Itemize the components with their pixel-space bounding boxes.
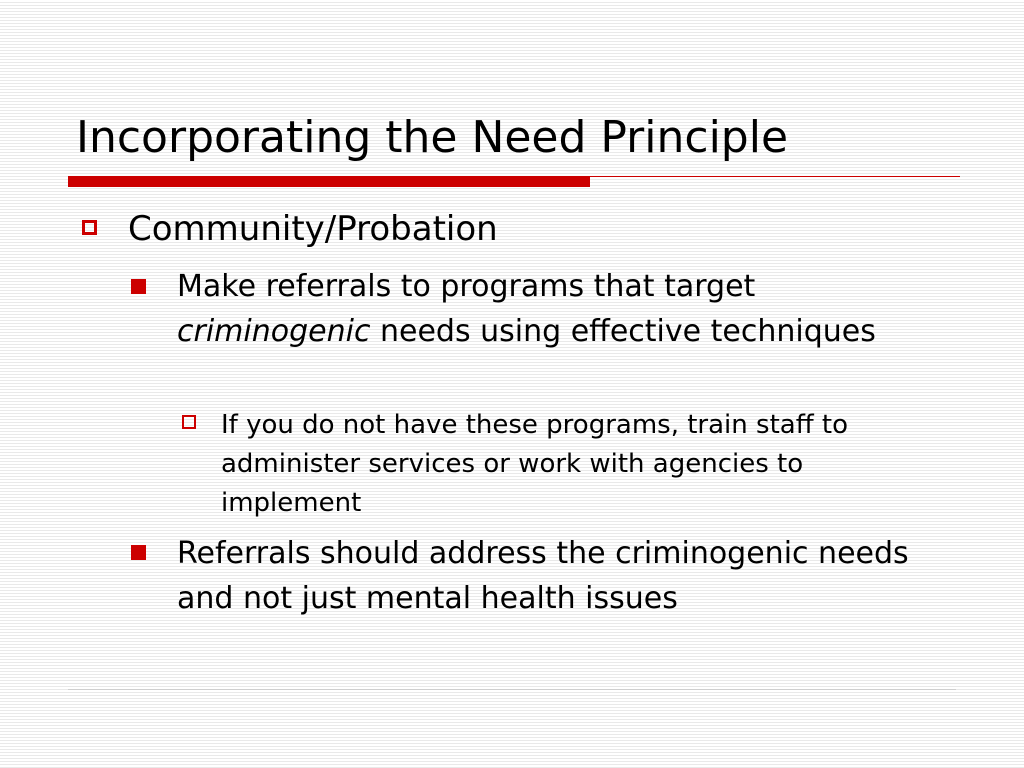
- solid-square-bullet-icon: [131, 545, 146, 560]
- footer-divider: [68, 689, 956, 690]
- bullet-referrals-address: Referrals should address the criminogenic needs and not just mental health issues: [177, 536, 909, 616]
- bullet-text: needs using effective techniques: [379, 314, 876, 349]
- title-underline-thin: [590, 176, 960, 177]
- slide-title: Incorporating the Need Principle: [76, 112, 789, 163]
- bullet-train-staff: If you do not have these programs, train staff to administer services or work with agencies to implement: [221, 410, 848, 518]
- hollow-square-bullet-icon: [82, 220, 97, 235]
- italic-emphasis: criminogenic: [177, 314, 371, 349]
- bullet-community-probation: Community/Probation: [128, 209, 498, 249]
- title-underline-thick: [68, 176, 590, 187]
- bullet-make-referrals: [177, 264, 937, 354]
- bullet-text: Make referrals to programs that target: [177, 269, 756, 304]
- hollow-square-bullet-icon: [182, 415, 196, 429]
- solid-square-bullet-icon: [131, 279, 146, 294]
